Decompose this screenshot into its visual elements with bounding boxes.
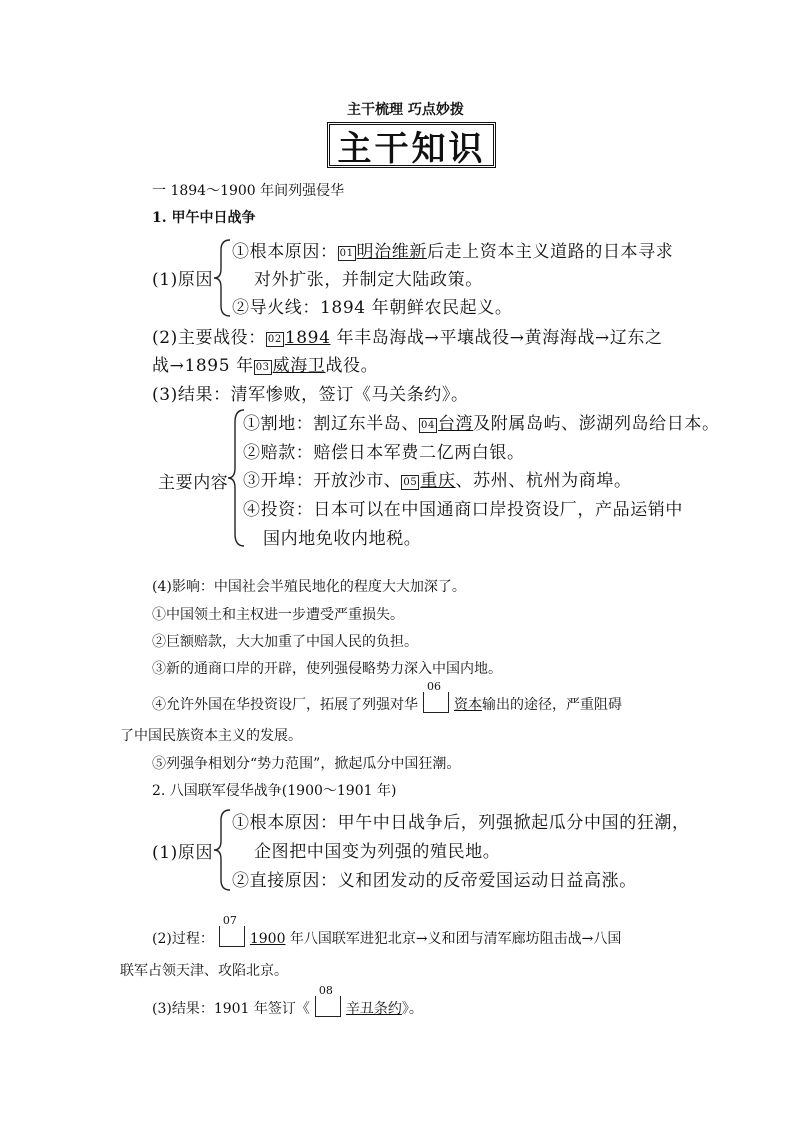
cause2-item-1-line2: 企图把中国变为列强的殖民地。 (254, 842, 501, 862)
impact-point-4: ④允许外国在华投资设厂，拓展了列强对华 06 资本输出的途径，严重阻碍 (152, 680, 622, 713)
impact-point-4-line2: 了中国民族资本主义的发展。 (120, 728, 302, 744)
treaty-item-4: ④投资：日本可以在中国通商口岸投资设厂，产品运销中 (243, 500, 683, 520)
impact-title: (4)影响：中国社会半殖民地化的程度大大加深了。 (152, 579, 466, 595)
blank-number-05: 05 (403, 477, 418, 488)
answer-keyword: 威海卫 (272, 356, 326, 376)
cause-item-2: ②导火线：1894 年朝鲜农民起义。 (232, 298, 513, 318)
cause2-item-1: ①根本原因：甲午中日战争后，列强掀起瓜分中国的狂潮， (232, 813, 690, 833)
section-heading: 一 1894～1900 年间列强侵华 (152, 183, 345, 199)
battles-line-2: 战→1895 年 03 威海卫战役。 (152, 356, 379, 376)
result-line-2: (3)结果：1901 年签订《 08 辛丑条约》。 (152, 984, 423, 1017)
treaty-content-label: 主要内容 (158, 473, 229, 493)
result-line: (3)结果：清军惨败，签订《马关条约》。 (152, 385, 469, 405)
answer-keyword: 1894 (284, 328, 331, 348)
left-brace-icon (212, 808, 234, 892)
left-brace-icon (212, 238, 234, 318)
process-line-2: 联军占领天津、攻陷北京。 (120, 963, 288, 979)
blank-number-03: 03 (255, 362, 270, 373)
answer-keyword: 资本 (454, 697, 482, 713)
impact-point-3: ③新的通商口岸的开辟，使列强侵略势力深入中国内地。 (152, 661, 502, 677)
cause2-item-2: ②直接原因：义和团发动的反帝爱国运动日益高涨。 (232, 871, 637, 891)
answer-keyword: 重庆 (420, 471, 456, 491)
fill-blank-box: 08 (315, 996, 341, 1017)
subsection-title-2: 2. 八国联军侵华战争(1900～1901 年) (152, 783, 397, 799)
cause-label: (1)原因 (152, 270, 214, 290)
treaty-item-4-line2: 国内地免收内地税。 (263, 529, 422, 549)
treaty-item-2: ②赔款：赔偿日本军费二亿两白银。 (243, 443, 525, 463)
blank-number-01: 01 (339, 248, 354, 259)
battles-line-1: (2)主要战役： 02 1894 年丰岛海战→平壤战役→黄海海战→辽东之 (152, 328, 663, 348)
fill-blank-box: 07 (219, 926, 245, 947)
answer-keyword: 明治维新 (356, 242, 427, 262)
subsection-title-1: 1. 甲午中日战争 (152, 210, 256, 226)
cause-item-1: ①根本原因： 01 明治维新后走上资本主义道路的日本寻求 (232, 242, 674, 262)
impact-point-5: ⑤列强争相划分“势力范围”，掀起瓜分中国狂潮。 (152, 756, 461, 772)
answer-keyword: 台湾 (437, 414, 474, 434)
page-subtitle: 主干梳理 巧点妙拨 (347, 102, 464, 118)
process-line-1: (2)过程： 07 1900 年八国联军进犯北京→义和团与清军廊坊阻击战→八国 (152, 914, 622, 947)
blank-number-02: 02 (267, 334, 282, 345)
cause-label-2: (1)原因 (152, 843, 214, 863)
cause-item-1-line2: 对外扩张，并制定大陆政策。 (254, 270, 483, 290)
answer-keyword: 1900 (249, 931, 286, 947)
impact-point-1: ①中国领土和主权进一步遭受严重损失。 (152, 607, 404, 623)
answer-keyword: 辛丑条约 (345, 1001, 402, 1017)
fill-blank-box: 06 (423, 692, 449, 713)
impact-point-2: ②巨额赔款，大大加重了中国人民的负担。 (152, 634, 418, 650)
treaty-item-3: ③开埠：开放沙市、 05 重庆、苏州、杭州为商埠。 (243, 471, 632, 491)
section-banner: 主干知识 (327, 122, 496, 168)
treaty-item-1: ①割地：割辽东半岛、 04 台湾及附属岛屿、澎湖列岛给日本。 (243, 414, 720, 434)
blank-number-04: 04 (421, 420, 435, 431)
